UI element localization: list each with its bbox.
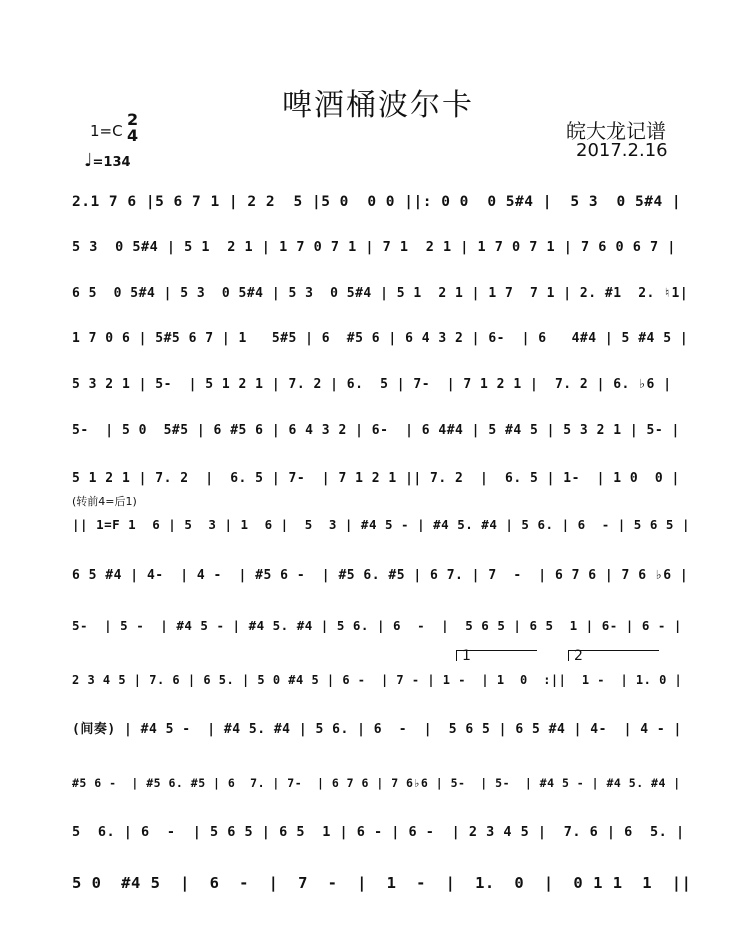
score-row: 5 3 2 1 | 5- | 5 1 2 1 | 7. 2 | 6. 5 | 7- | 7 1 2 1 | 7. 2 | 6. ♭6 | [72,377,672,392]
key-signature: 1=C [90,122,123,140]
score-row: 5- | 5 0 5#5 | 6 #5 6 | 6 4 3 2 | 6- | 6 4#4 | 5 #4 5 | 5 3 2 1 | 5- | [72,423,680,438]
score-row: 6 5 #4 | 4- | 4 - | #5 6 - | #5 6. #5 | 6 7. | 7 - | 6 7 6 | 7 6 ♭6 | [72,568,689,583]
score-row: (间奏) | #4 5 - | #4 5. #4 | 5 6. | 6 - | 5 6 5 | 6 5 #4 | 4- | 4 - | [72,722,682,737]
song-title: 啤酒桶波尔卡 [282,88,474,123]
score-row: 5 6. | 6 - | 5 6 5 | 6 5 1 | 6 - | 6 - | 2 3 4 5 | 7. 6 | 6 5. | [72,824,685,840]
score-row: 6 5 0 5#4 | 5 3 0 5#4 | 5 3 0 5#4 | 5 1 2 1 | 1 7 7 1 | 2. #1 2. ♮1| [72,286,689,301]
time-signature [127,112,138,144]
transcription-date: 2017.2.16 [576,140,668,161]
score-row: 5 0 #4 5 | 6 - | 7 - | 1 - | 1. 0 | 0 1 1 1 || [72,874,692,892]
score-row: 2 3 4 5 | 7. 6 | 6 5. | 5 0 #4 5 | 6 - | 7 - | 1 - | 1 0 :|| 1 - | 1. 0 | [72,673,683,687]
ending-1-label: 1 [462,648,471,664]
score-row: 5 1 2 1 | 7. 2 | 6. 5 | 7- | 7 1 2 1 || 7. 2 | 6. 5 | 1- | 1 0 0 | [72,471,680,486]
transcriber: 皖大龙记谱 [566,119,666,143]
ending-2-label: 2 [574,648,583,664]
score-row: 5 3 0 5#4 | 5 1 2 1 | 1 7 0 7 1 | 7 1 2 1 | 1 7 0 7 1 | 7 6 0 6 7 | [72,239,676,255]
modulation-note: (转前4=后1) [72,495,137,508]
quarter-note-icon: ♩ [84,150,93,171]
score-row: 2.1 7 6 |5 6 7 1 | 2 2 5 |5 0 0 0 ||: 0 0 0 5#4 | 5 3 0 5#4 | [72,194,682,210]
score-row: #5 6 - | #5 6. #5 | 6 7. | 7- | 6 7 6 | 7 6♭6 | 5- | 5- | #4 5 - | #4 5. #4 | [72,776,681,790]
score-row: || 1=F 1 6 | 5 3 | 1 6 | 5 3 | #4 5 - | #4 5. #4 | 5 6. | 6 - | 5 6 5 | [72,517,690,532]
tempo-marking [84,150,131,171]
time-signature-bottom: 4 [127,126,139,145]
time-signature-top: 2 [127,110,139,129]
tempo-value: =134 [92,155,131,170]
score-row: 1 7 0 6 | 5#5 6 7 | 1 5#5 | 6 #5 6 | 6 4 3 2 | 6- | 6 4#4 | 5 #4 5 | [72,331,689,346]
score-row: 5- | 5 - | #4 5 - | #4 5. #4 | 5 6. | 6 - | 5 6 5 | 6 5 1 | 6- | 6 - | [72,618,682,633]
